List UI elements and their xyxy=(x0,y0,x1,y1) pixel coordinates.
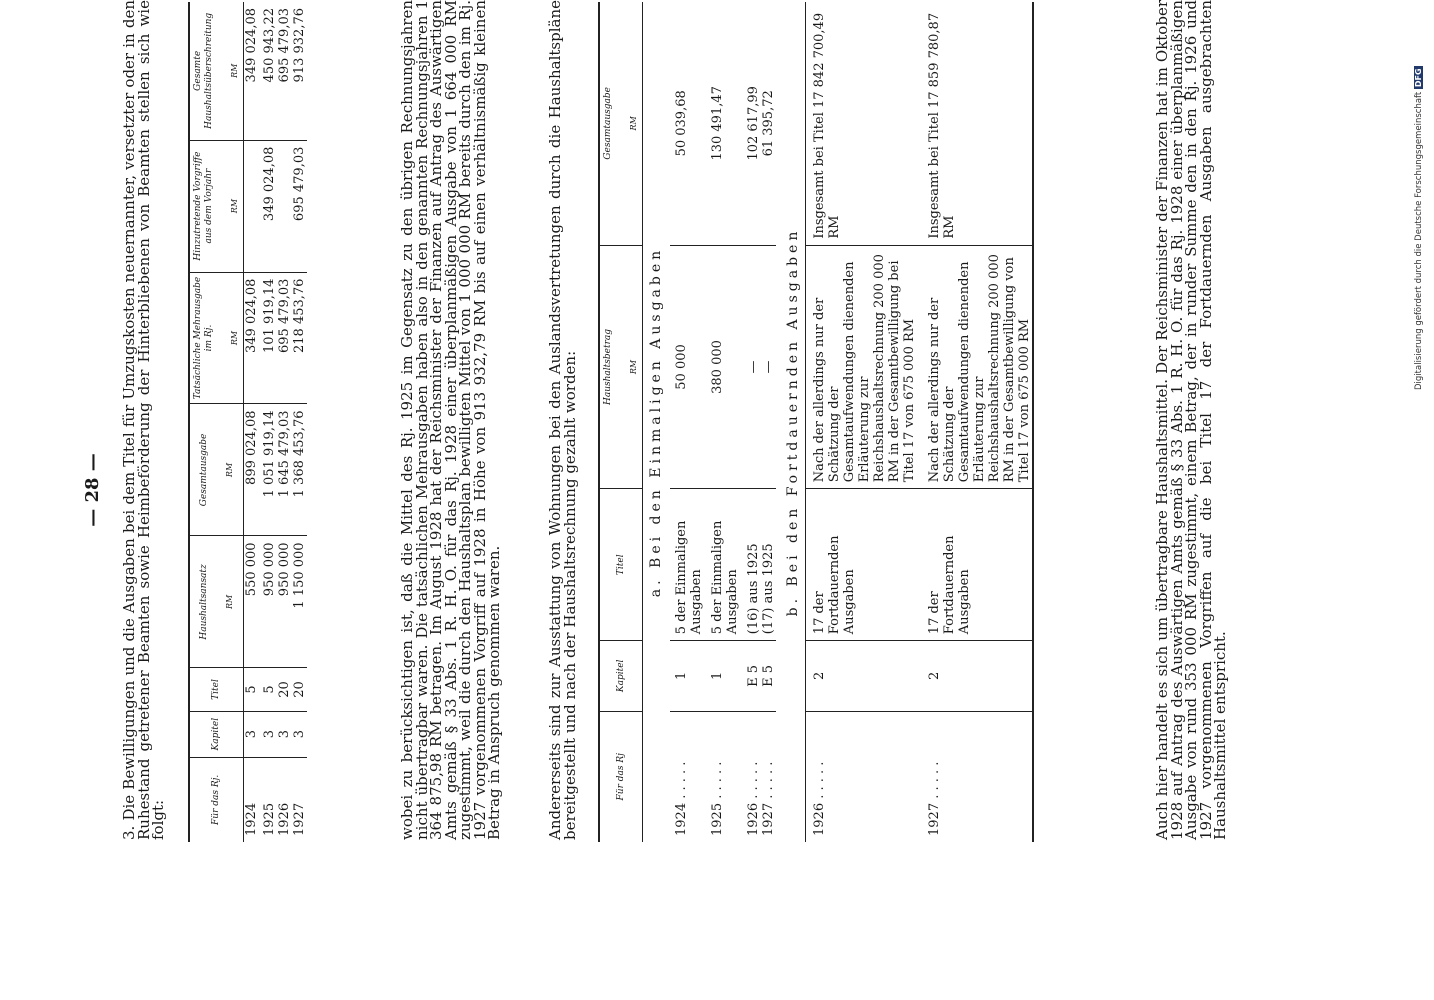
dfg-logo: DFG xyxy=(1414,68,1423,88)
intro-paragraph: 3. Die Bewilligungen und die Ausgaben bei dem Titel für Umzugskosten neuernannter, versetzter oder in den Ruhestand getretener Beamten sowie Heimbeförderung der Hinterbliebenen von Beamten stellen sich wie folgt: xyxy=(120,0,167,840)
table-row: 1925 . . . . . 1 5 der Einmaligen Ausgaben 380 000 130 491,47 xyxy=(704,2,740,842)
col-header: Kapitel xyxy=(189,711,244,757)
closing-paragraph: Auch hier handelt es sich um übertragbare Haushaltsmittel. Der Reichsminister der Finanzen hat im Oktober 1928 auf Antrag des Auswärtigen Amts gemäß § 33 Abs. 1 R. H. O. für das Rj. 1928 einer überplanmäßigen Ausgabe von rund 353 000 RM zugestimmt, einem Betrag, der in runder Summe den in den Rj. 1926 und 1927 vorgenommenen Vorgriffen auf die bei Titel 17 der Fortdauernden Ausgaben ausgebrachten Haushaltsmittel entspricht. xyxy=(1153,0,1229,840)
col-header: Titel xyxy=(599,489,643,641)
table-row: 1927 . . . . . 2 17 der Fortdauernden Ausgaben Nach der allerdings nur der Schätzung der Gesamtaufwendungen dienenden Erläuterung zur Reichshaushaltsrechnung 200 000 RM in der Gesamtbewilligung von Titel 17 von 675 000 RM Insgesamt bei Titel 17 859 780,87 RM xyxy=(917,2,1033,842)
col-header: Gesamtausgabe RM xyxy=(599,2,643,245)
explanation-paragraph: wobei zu berücksichtigen ist, daß die Mittel des Rj. 1925 im Gegensatz zu den übrigen Rechnungsjahren nicht übertragbar waren. Die tatsächlichen Mehrausgaben haben also in den genannten Rechnungsjahren 1 364 875,98 RM betragen. Im August 1928 hat der Reichsminister der Finanzen auf Antrag des Auswärtigen Amts gemäß § 33 Abs. 1 R. H. O. für das Rj. 1928 einer überplanmäßigen Ausgabe von 1 664 000 RM zugestimmt, weil die durch den Haushaltsplan bewilligten Mittel von 1 000 000 RM bereits durch den im Rj. 1927 vorgenommenen Vorgriff auf 1928 in Höhe von 913 932,79 RM bis auf einen verhältnismäßig kleinen Betrag in Anspruch genommen waren. xyxy=(398,0,503,840)
furnishing-paragraph: Andererseits sind zur Ausstattung von Wohnungen bei den Auslandsvertretungen durch die Haushaltspläne bereitgestellt und nach der Haushaltsrechnung gezahlt worden: xyxy=(546,0,579,840)
page-number: — 28 — xyxy=(82,453,103,527)
col-header: Gesamtausgabe RM xyxy=(189,404,244,536)
table-row: 1924 . . . . . 1 5 der Einmaligen Ausgaben 50 000 50 039,68 xyxy=(670,2,704,842)
col-header: Haushaltsbetrag RM xyxy=(599,245,643,489)
col-header: Haushaltsansatz RM xyxy=(189,536,244,668)
table-row: 1925 3 5 950 000 1 051 919,14 101 919,14 349 024,08 450 943,22 xyxy=(262,2,277,842)
section-a-heading: a. Bei den Einmaligen Ausgaben xyxy=(648,246,664,598)
table-row: 1926 . . . . . 2 17 der Fortdauernden Ausgaben Nach der allerdings nur der Schätzung der Gesamtaufwendungen dienenden Erläuterung zur Reichshaushaltsrechnung 200 000 RM in der Gesamtbewilligung bei Titel 17 von 675 000 RM Insgesamt bei Titel 17 842 700,49 RM xyxy=(806,2,918,842)
digitization-credit: Digitalisierung gefördert durch die Deutsche Forschungsgemeinschaft xyxy=(1414,91,1424,390)
col-header: Für das Rj. xyxy=(189,757,244,842)
col-header: Für das Rj xyxy=(599,711,643,842)
col-header: Hinzutretende Vorgriffe aus dem Vorjahr RM xyxy=(189,140,244,272)
col-header: Kapitel xyxy=(599,641,643,711)
col-header: Titel xyxy=(189,668,244,711)
table-row: 1927 . . . . . E 5 (17) aus 1925 — 61 395,72 xyxy=(761,2,776,842)
section-heading-row xyxy=(776,2,806,842)
digitization-note xyxy=(1398,6,1434,996)
col-header: Gesamte Haushaltsüberschreitung RM xyxy=(189,2,244,140)
col-header: Tatsächliche Mehrausgabe im Rj. RM xyxy=(189,272,244,404)
table-row: 1926 3 20 950 000 1 645 479,03 695 479,03 695 479,03 xyxy=(277,2,292,842)
table-row: 1926 . . . . . E 5 (16) aus 1925 — 102 617,99 xyxy=(740,2,761,842)
furnishing-table xyxy=(598,2,1034,842)
section-b-heading: b. Bei den Fortdauernden Ausgaben xyxy=(776,2,806,842)
table-row: 1924 3 5 550 000 899 024,08 349 024,08 349 024,08 xyxy=(244,2,262,842)
moving-costs-table xyxy=(188,2,307,842)
table-row: 1927 3 20 1 150 000 1 368 453,76 218 453,76 695 479,03 913 932,76 xyxy=(292,2,307,842)
section-heading-row xyxy=(643,2,671,842)
